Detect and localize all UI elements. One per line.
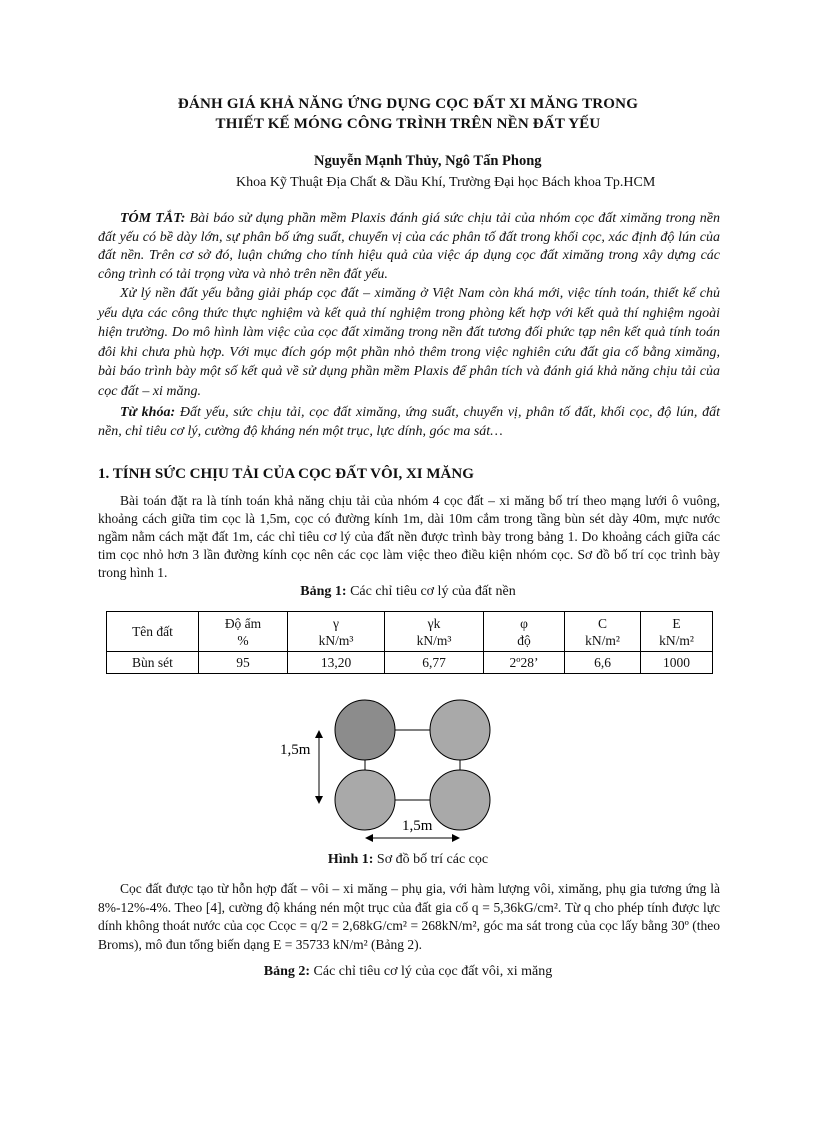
arrowhead: [452, 834, 460, 842]
dimension-label-horizontal: 1,5m: [402, 818, 433, 834]
table-2-caption-text: Các chỉ tiêu cơ lý của cọc đất vôi, xi măng: [313, 964, 553, 979]
section-1-paragraph-2: Cọc đất được tạo từ hỗn hợp đất – vôi – xi măng – phụ gia, với hàm lượng vôi, ximăng, phụ gia tương ứng là 8%-12%-4%. Theo [4], cường độ kháng nén một trục của đất gia cố q = 5,36kG/cm². Từ q cho phép tính được lực dính không thoát nước của cọc Ccọc = q/2 = 2,68kG/cm² = 268kN/m², góc ma sát trong của cọc lấy bằng 30º (theo Broms), mô đun tổng biến dạng E = 35733 kN/m² (Bảng 2).: [98, 881, 720, 952]
table-1-row: [107, 652, 713, 674]
table-1-header-cell: Tên đất: [107, 612, 199, 652]
arrowhead: [315, 730, 323, 738]
table-1-header-cell: [565, 612, 641, 652]
header-name: E: [672, 615, 681, 631]
header-unit: %: [237, 632, 249, 648]
figure-1-caption: [0, 852, 816, 868]
paper-title-line-1: ĐÁNH GIÁ KHẢ NĂNG ỨNG DỤNG CỌC ĐẤT XI MĂNG TRONG: [177, 96, 639, 112]
table-1-cell: 6,6: [565, 652, 641, 674]
abstract-label: TÓM TẮT:: [120, 211, 186, 226]
header-unit: kN/m³: [318, 632, 354, 648]
authors: Nguyễn Mạnh Thủy, Ngô Tấn Phong: [314, 153, 542, 169]
paper-title-line-2: THIẾT KẾ MÓNG CÔNG TRÌNH TRÊN NỀN ĐẤT YẾU: [215, 116, 601, 132]
arrowhead: [315, 796, 323, 804]
figure-1-caption-label: Hình 1:: [327, 852, 374, 867]
table-2-caption: [0, 964, 816, 980]
table-1-header-cell: [288, 612, 385, 652]
table-2-caption-label: Bảng 2:: [263, 964, 311, 979]
section-1-paragraph-1: Bài toán đặt ra là tính toán khả năng chịu tải của nhóm 4 cọc đất – xi măng bố trí theo mạng lưới ô vuông, khoảng cách giữa tim cọc là 1,5m, cọc có đường kính 1m, dài 10m cắm trong tầng bùn sét dày 40m, mực nước ngầm nằm cách mặt đất 1m, các chỉ tiêu cơ lý của đất nền được trình bày trong bảng 1. Do khoảng cách giữa các tim cọc nhỏ hơn 3 lần đường kính cọc nên các cọc làm việc theo điều kiện nhóm cọc. Sơ đồ bố trí cọc trình bày trong hình 1.: [98, 493, 720, 580]
table-1-cell: Bùn sét: [107, 652, 199, 674]
pile-circle: [335, 700, 395, 760]
header-unit: kN/m³: [416, 632, 452, 648]
section-1-heading: 1. TÍNH SỨC CHỊU TẢI CỦA CỌC ĐẤT VÔI, XI MĂNG: [98, 466, 474, 482]
pile-circle: [335, 770, 395, 830]
table-1-cell: 95: [199, 652, 288, 674]
arrowhead: [365, 834, 373, 842]
header-name: γ: [333, 615, 339, 631]
table-1-cell: 1000: [641, 652, 713, 674]
table-1: [106, 611, 713, 674]
header-name: C: [597, 615, 607, 631]
table-1-cell: 13,20: [288, 652, 385, 674]
header-name: Độ ẩm: [224, 615, 262, 631]
keywords-label: Từ khóa:: [120, 405, 176, 420]
table-1-caption-label: Bảng 1:: [300, 584, 347, 599]
header-unit: kN/m²: [585, 632, 620, 648]
pile-circle: [430, 700, 490, 760]
table-1-header-row: [107, 612, 713, 652]
table-1-caption: [0, 584, 816, 600]
table-1-header-cell: [385, 612, 484, 652]
table-1-header-cell: [199, 612, 288, 652]
header-unit: độ: [517, 632, 531, 648]
affiliation: Khoa Kỹ Thuật Địa Chất & Dầu Khí, Trường Đại học Bách khoa Tp.HCM: [236, 175, 656, 190]
table-1-header-cell: [484, 612, 565, 652]
header-name: γk: [427, 615, 441, 631]
pile-circle: [430, 770, 490, 830]
abstract-paragraph-1: [98, 210, 720, 284]
table-1-cell: 6,77: [385, 652, 484, 674]
figure-1-pile-layout: [270, 690, 510, 850]
header-unit: kN/m²: [659, 632, 694, 648]
figure-1-caption-text: Sơ đồ bố trí các cọc: [376, 852, 489, 867]
table-1-header-cell: [641, 612, 713, 652]
keywords-text: Đất yếu, sức chịu tải, cọc đất ximăng, ứng suất, chuyển vị, phân tố đất, khối cọc, độ lún, đất nền, chỉ tiêu cơ lý, cường độ kháng nén một trục, lực dính, góc ma sát…: [98, 405, 721, 439]
table-1-cell: 2º28’: [484, 652, 565, 674]
abstract-paragraph-2: Xử lý nền đất yếu bằng giải pháp cọc đất – ximăng ở Việt Nam còn khá mới, việc tính toán, thiết kế chủ yếu dựa các công thức thực nghiệm và kết quả thí nghiệm trong phòng kết hợp với kết quả thí nghiệm ngoài hiện trường. Do mô hình làm việc của cọc đất ximăng trong nền đất tương đối phức tạp nên kết quả tính toán đôi khi chưa phù hợp. Với mục đích góp một phần nhỏ thêm trong việc nghiên cứu đất gia cố bằng ximăng, bài báo trình bày một số kết quả về sử dụng phần mềm Plaxis để phân tích và đánh giá khả năng chịu tải của cọc đất – xi măng.: [98, 286, 720, 399]
header-name: φ: [520, 615, 528, 631]
abstract-text-1: Bài báo sử dụng phần mềm Plaxis đánh giá sức chịu tải của nhóm cọc đất ximăng trong nền đất yếu có bề dày lớn, sự phân bố ứng suất, chuyển vị của các phân tố đất trong khối cọc, xác định độ lún của đất nền. Trên cơ sở đó, luận chứng cho tính hiệu quả của việc áp dụng cọc đất ximăng trong xây dựng các công trình có tải trọng vừa và nhỏ trên nền đất yếu.: [98, 211, 720, 282]
table-1-caption-text: Các chỉ tiêu cơ lý của đất nền: [350, 584, 516, 599]
dimension-label-vertical: 1,5m: [280, 742, 311, 758]
keywords-paragraph: [98, 404, 720, 441]
